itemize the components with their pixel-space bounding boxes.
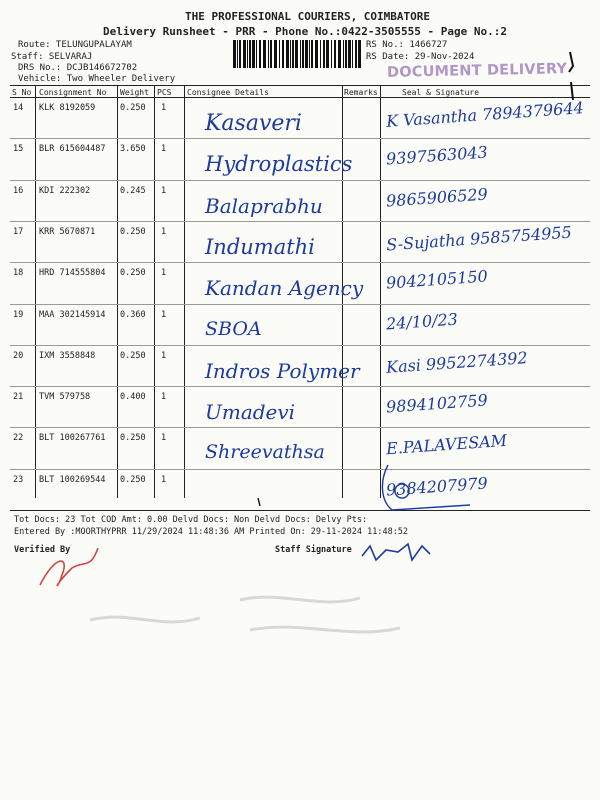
row-divider [10,386,590,387]
col-header-consignment: Consignment No [39,88,107,97]
barcode-bar [259,40,261,68]
route-label: Route: TELUNGUPALAYAM [18,40,132,50]
staff-label: Staff: SELVARAJ [11,52,93,62]
verified-by-label: Verified By [14,545,71,555]
row-sno: 19 [13,309,24,320]
barcode-bar [290,40,291,68]
barcode-bar [309,40,310,68]
barcode-bar [237,40,238,68]
staff-signature [362,544,430,560]
row-seal-signature: K Vasantha 7894379644 [385,98,585,131]
rs-date: RS Date: 29-Nov-2024 [366,52,475,62]
row-divider [10,427,590,428]
row-consignment: BLT 100267761 [39,433,106,444]
row-consignee-handwritten: Kasaveri [205,111,302,136]
row-consignment: TVM 579758 [39,392,91,403]
barcode-bar [320,40,321,68]
entered-by-line: Entered By :MOORTHYPRR 11/29/2024 11:48:36 AM Printed On: 29-11-2024 11:48:52 [14,527,409,537]
row-sno: 22 [13,433,24,444]
barcode-bar [270,40,272,68]
row-sno: 23 [13,474,24,485]
rs-number: RS No.: 1466727 [366,40,448,50]
barcode-bar [300,40,301,68]
barcode-bar [348,40,351,68]
col-header-sno: S No [12,88,32,97]
row-sno: 15 [13,144,24,155]
barcode [233,40,361,68]
row-divider [10,469,590,470]
barcode-bar [247,40,248,68]
barcode-bar [274,40,277,68]
col-divider [154,85,155,498]
col-divider [117,85,118,498]
row-divider [10,304,590,305]
barcode-bar [302,40,304,68]
barcode-bar [352,40,353,68]
barcode-bar [286,40,289,68]
col-header-consignee: Consignee Details [187,88,269,97]
barcode-bar [263,40,266,68]
runsheet-subtitle: Delivery Runsheet - PRR - Phone No.:0422-3505555 - Page No.:2 [103,25,507,38]
row-pcs: 1 [161,268,167,279]
barcode-bar [343,40,344,68]
row-sno: 16 [13,185,24,196]
company-title: THE PROFESSIONAL COURIERS, COIMBATORE [185,10,431,23]
row-weight: 0.245 [120,185,146,196]
barcode-bar [249,40,251,68]
drs-label: DRS No.: DCJB146672702 [18,63,138,73]
row-consignment: MAA 302145914 [39,309,106,320]
col-divider [35,85,36,498]
row-consignment: HRD 714555804 [39,268,106,279]
row-consignee-handwritten: Indumathi [205,234,315,259]
row-consignment: KDI 222302 [39,185,91,196]
row-divider [10,138,590,139]
margin-mark [569,52,573,72]
barcode-bar [279,40,280,68]
row-divider [10,345,590,346]
row-weight: 0.250 [120,433,146,444]
row-seal-signature: 9894102759 [385,390,489,417]
barcode-bar [345,40,347,68]
table-header-rule [10,97,590,98]
barcode-bar [268,40,269,68]
row-consignee-handwritten: Balaprabhu [205,193,323,218]
barcode-bar [331,40,332,68]
barcode-bar [323,40,325,68]
row-seal-signature: Kasi 9952274392 [385,347,529,377]
barcode-bar [334,40,336,68]
col-divider [184,85,185,498]
col-header-seal: Seal & Signature [402,88,480,97]
row-sno: 14 [13,103,24,113]
row-consignment: IXM 3558848 [39,350,96,361]
staff-signature-label: Staff Signature [275,545,352,555]
row-sno: 17 [13,226,24,237]
barcode-bar [295,40,298,68]
row-seal-signature: E.PALAVESAM [385,431,508,459]
row-weight: 0.250 [120,350,146,361]
row-consignee-handwritten: Hydroplastics [205,152,353,177]
row-consignee-handwritten: Kandan Agency [205,276,364,301]
row-consignment: KRR 5670871 [39,226,96,237]
row-weight: 0.250 [120,103,146,113]
row-divider [10,262,590,263]
row-pcs: 1 [161,474,167,485]
row-divider [10,221,590,222]
row-pcs: 1 [161,309,167,320]
barcode-bar [338,40,341,68]
barcode-bar [256,40,257,68]
row-seal-signature: 9397563043 [385,142,489,169]
row-consignee-handwritten: Indros Polymer [205,358,360,383]
barcode-bar [239,40,241,68]
barcode-bar [311,40,313,68]
barcode-bar [315,40,318,68]
row-sno: 20 [13,350,24,361]
row-weight: 0.400 [120,392,146,403]
row-seal-signature: 9384207979 [385,473,489,500]
barcode-bar [282,40,284,68]
row-weight: 0.360 [120,309,146,320]
row-divider [10,180,590,181]
barcode-bar [358,40,361,68]
row-pcs: 1 [161,350,167,361]
bleed-through-marks [90,597,400,632]
row-consignment: BLT 100269544 [39,474,106,485]
row-consignment: KLK 8192059 [39,103,96,113]
barcode-bar [243,40,246,68]
col-header-weight: Weight [120,88,149,97]
row-pcs: 1 [161,433,167,444]
row-weight: 0.250 [120,268,146,279]
barcode-bar [355,40,357,68]
row-pcs: 1 [161,144,167,155]
row-seal-signature: S-Sujatha 9585754955 [385,222,573,255]
row-sno: 18 [13,268,24,279]
footer-rule [10,510,590,511]
row-sno: 21 [13,392,24,403]
col-divider [380,85,381,498]
row-seal-signature: 24/10/23 [385,309,459,333]
vehicle-label: Vehicle: Two Wheeler Delivery [18,74,176,84]
barcode-bar [326,40,329,68]
row-weight: 0.250 [120,226,146,237]
document-delivery-stamp: DOCUMENT DELIVERY [386,61,568,81]
row-consignment: BLR 615604487 [39,144,106,155]
row-pcs: 1 [161,103,167,113]
row-seal-signature: 9865906529 [385,184,489,211]
col-header-remarks: Remarks [344,88,378,97]
barcode-bar [233,40,236,68]
row-pcs: 1 [161,226,167,237]
row-weight: 3.650 [120,144,146,155]
row-consignee-handwritten: SBOA [205,317,262,340]
row-weight: 0.250 [120,474,146,485]
totals-line: Tot Docs: 23 Tot COD Amt: 0.00 Delvd Docs: Non Delvd Docs: Delvy Pts: [14,515,368,525]
col-header-pcs: PCS [157,88,172,97]
table-top-rule [10,85,590,86]
barcode-bar [305,40,308,68]
small-mark [258,498,260,506]
barcode-bar [292,40,294,68]
row-pcs: 1 [161,392,167,403]
row-consignee-handwritten: Umadevi [205,400,296,425]
barcode-bar [252,40,255,68]
row-pcs: 1 [161,185,167,196]
row-consignee-handwritten: Shreevathsa [205,441,325,464]
row-seal-signature: 9042105150 [385,266,489,293]
